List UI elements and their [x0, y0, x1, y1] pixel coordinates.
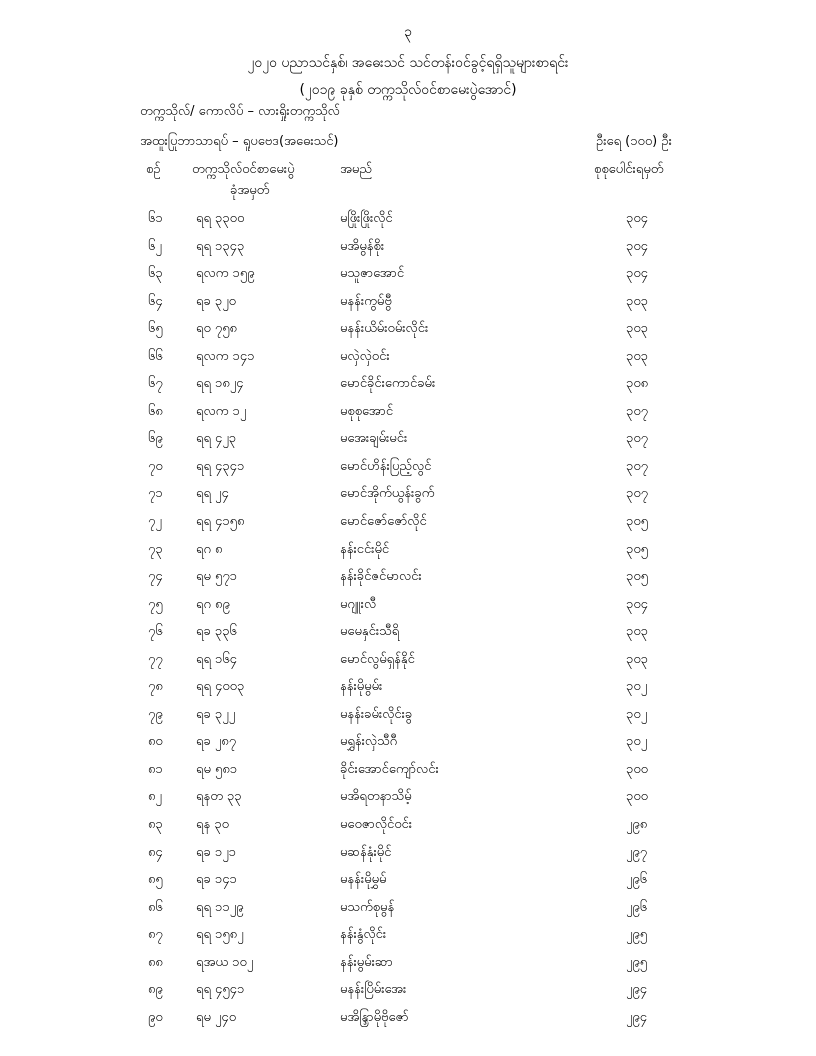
row-number: ၈၄	[148, 844, 163, 860]
table-row	[0, 541, 816, 569]
row-number: ၈၉	[148, 982, 163, 998]
roll-number: ရရ ၄၅၄၁	[196, 982, 245, 998]
row-number: ၇၉	[148, 706, 163, 722]
total-mark: ၃၀၄	[626, 211, 648, 226]
table-row	[0, 899, 816, 927]
total-mark: ၂၉၈	[626, 817, 648, 833]
row-number: ၇၈	[148, 679, 163, 695]
student-name: မလှဲလှဲဝင်း	[340, 348, 390, 364]
total-mark: ၂၉၆	[626, 872, 648, 888]
student-name: မရွှန်းလှဲသီဂီ	[340, 734, 398, 750]
roll-number: ရမ ၅၇၁	[196, 569, 237, 585]
row-number: ၇၄	[148, 569, 163, 585]
total-mark: ၃၀၃	[626, 348, 648, 364]
table-row	[0, 981, 816, 1009]
student-name: မောင်ဇော်ဇော်လိုင်	[340, 514, 427, 530]
row-number: ၇၇	[148, 651, 163, 667]
roll-number: ရခ ၁၄၁	[196, 872, 237, 888]
total-mark: ၃၀၄	[626, 596, 648, 612]
roll-number: ရလက ၁၅၉	[196, 266, 255, 282]
student-name: မနန်းပြိမ်းအေး	[340, 982, 407, 998]
table-row	[0, 210, 816, 238]
row-number: ၈၈	[148, 954, 163, 970]
student-name: မသူဇာအောင်	[340, 266, 405, 282]
roll-number: ရရ ၁၁၂၉	[196, 899, 244, 915]
row-number: ၆၆	[148, 348, 163, 364]
table-row	[0, 844, 816, 872]
student-name: မောင်ခိုင်းကောင်ခမ်း	[340, 376, 436, 392]
column-header-roll: တက္ကသိုလ်ဝင်စာမေးပွဲ	[192, 162, 295, 177]
total-mark: ၃၀၄	[626, 238, 648, 254]
row-number: ၈၂	[148, 789, 162, 805]
roll-number: ရရ ၃၃၀၀	[196, 211, 245, 226]
roll-number: ရခ ၃၂၀	[196, 293, 236, 309]
student-name: မအိရတနာသိမ့်	[340, 789, 412, 805]
row-number: ၈၁	[148, 761, 163, 777]
student-name: မနန်းယိမ်းဝမ်းလိုင်း	[340, 321, 429, 337]
total-mark: ၂၉၅	[626, 927, 648, 943]
row-number: ၇၂	[148, 514, 162, 530]
student-name: နန်းမွမ်းဆာ	[340, 954, 393, 970]
total-mark: ၃၀၃	[626, 321, 648, 337]
total-mark: ၃၀၂	[626, 706, 648, 722]
table-row	[0, 1009, 816, 1037]
total-mark: ၃၀၃	[626, 651, 648, 667]
roll-number: ရမ ၅၈၁	[196, 761, 238, 777]
student-name: မဂျူးလီ	[340, 596, 377, 612]
table-row	[0, 430, 816, 458]
table-row	[0, 926, 816, 954]
roll-number: ရမ ၂၄၀	[196, 1009, 237, 1025]
table-row	[0, 458, 816, 486]
row-number: ၆၃	[148, 266, 163, 282]
total-mark: ၃၀၂	[626, 734, 648, 750]
student-name: မဝေဇာလိုင်ဝင်း	[340, 817, 413, 833]
student-name: မောင်လွမ်ရှန်နိုင်	[340, 651, 415, 667]
student-name: မောင်ဟိန်းပြည့်လွင်	[340, 458, 432, 474]
table-row	[0, 788, 816, 816]
total-mark: ၃၀၀	[626, 789, 648, 805]
student-name: မအိမွန်စိုး	[340, 238, 385, 254]
total-mark: ၃၀၇	[626, 431, 648, 447]
total-mark: ၃၀၂	[626, 679, 648, 695]
row-number: ၆၇	[148, 376, 163, 392]
row-number: ၉၀	[148, 1009, 163, 1025]
total-mark: ၃၀၇	[626, 486, 648, 502]
student-name: မအိန္ဒြာမိုဗိုဇော်	[340, 1009, 409, 1025]
row-number: ၆၄	[148, 293, 163, 309]
table-row	[0, 348, 816, 376]
column-header-roll-line2: ခုံအမှတ်	[230, 183, 270, 198]
roll-number: ရရ ၄၀၀၃	[196, 679, 245, 695]
student-name: နန်းခိုင်ဇင်မာလင်း	[340, 569, 422, 585]
student-name: မနန်းမိုမွှမ်	[340, 872, 387, 888]
total-mark: ၂၉၇	[626, 844, 648, 860]
total-mark: ၃၀၃	[626, 624, 648, 640]
student-name: မသက်စုမွန်	[340, 899, 395, 915]
total-mark: ၃၀၃	[626, 293, 648, 309]
total-mark: ၃၀၈	[626, 376, 649, 392]
row-number: ၆၉	[148, 431, 163, 447]
total-mark: ၂၉၄	[626, 1009, 648, 1025]
student-name: မနန်းကွမ်ဗွီ	[340, 293, 392, 309]
roll-number: ရခ ၂၈၇	[196, 734, 237, 750]
student-name: မအေးချမ်းမင်း	[340, 431, 408, 447]
roll-number: ရဂ ၈၉	[196, 596, 230, 612]
student-name: ခိုင်းအောင်ကျော်လင်း	[340, 761, 439, 777]
table-row	[0, 403, 816, 431]
roll-number: ရခ ၃၃၆	[196, 624, 237, 640]
student-name: မစုစုအောင်	[340, 403, 394, 419]
university-line: တက္ကသိုလ်/ ကောလိပ် – လားရှိုးတက္ကသိုလ်	[140, 104, 340, 119]
row-number: ၆၁	[148, 211, 163, 226]
row-number: ၈၇	[148, 927, 163, 943]
roll-number: ရအယ ၁၀၂	[196, 954, 254, 970]
row-number: ၆၈	[148, 403, 163, 419]
roll-number: ရဝ ၇၅၈	[196, 321, 237, 337]
total-mark: ၃၀၇	[626, 458, 648, 474]
student-name: မဆန်နုံးမိုင်	[340, 844, 392, 860]
student-name: မောင်အိုက်ယွန်းခွက်	[340, 486, 435, 502]
table-row	[0, 761, 816, 789]
row-number: ၈၆	[148, 899, 163, 915]
roll-number: ရန ၃၀	[196, 817, 229, 833]
table-row	[0, 871, 816, 899]
row-number: ၇၃	[148, 541, 163, 557]
row-number: ၇၀	[148, 458, 163, 474]
student-name: နန်းနွံလိုင်း	[340, 927, 387, 943]
roll-number: ရခ ၁၂၁	[196, 844, 236, 860]
student-name: မမေနှင်းသီရိ	[340, 624, 400, 640]
table-row	[0, 320, 816, 348]
roll-number: ရဂ ၈	[196, 541, 223, 557]
row-number: ၈၃	[148, 817, 163, 833]
table-row	[0, 733, 816, 761]
row-number: ၇၅	[148, 596, 163, 612]
total-mark: ၂၉၅	[626, 954, 648, 970]
total-mark: ၃၀၇	[626, 403, 648, 419]
table-row	[0, 596, 816, 624]
student-name: နန်းမိုမွမ်း	[340, 679, 383, 695]
total-mark: ၃၀၄	[626, 266, 648, 282]
table-row	[0, 293, 816, 321]
total-mark: ၂၉၄	[626, 982, 648, 998]
table-row	[0, 265, 816, 293]
column-header-name: အမည်	[340, 162, 372, 177]
roll-number: ရရ ၁၃၄၃	[196, 238, 245, 254]
row-number: ၇၆	[148, 624, 163, 640]
student-name: မဖြိုးဖြိုးလိုင်	[340, 211, 393, 226]
row-number: ၇၁	[148, 486, 163, 502]
table-row	[0, 238, 816, 266]
table-row	[0, 954, 816, 982]
roll-number: ရလက ၁၂	[196, 403, 247, 419]
table-row	[0, 706, 816, 734]
student-list	[0, 210, 816, 1036]
roll-number: ရရ ၄၂၃	[196, 431, 237, 447]
table-row	[0, 513, 816, 541]
table-row	[0, 623, 816, 651]
roll-number: ရနတ ၃၃	[196, 789, 242, 805]
row-number: ၆၂	[148, 238, 162, 254]
table-row	[0, 651, 816, 679]
column-header-no: စဉ်	[146, 162, 161, 177]
table-row	[0, 485, 816, 513]
document-title: ၂၀၂၀ ပညာသင်နှစ်၊ အဓေးသင် သင်တန်းဝင်ခွင့်ရရှိသူများစာရင်း	[247, 55, 569, 71]
row-number: ၆၅	[148, 321, 163, 337]
student-name: နန်းငင်းမိုင်	[340, 541, 390, 557]
column-header-total: စုစုပေါင်းရမှတ်	[594, 162, 664, 177]
roll-number: ရရ ၂၄	[196, 486, 229, 502]
document-subtitle: (၂၀၁၉ ခုနှစ် တက္ကသိုလ်ဝင်စာမေးပွဲအောင်)	[299, 82, 517, 98]
total-mark: ၃၀၀	[626, 761, 648, 777]
roll-number: ရရ ၄၃၄၁	[196, 458, 245, 474]
roll-number: ရရ ၁၈၂၄	[196, 376, 244, 392]
table-row	[0, 375, 816, 403]
roll-number: ရရ ၁၆၄	[196, 651, 237, 667]
student-name: မနန်းခမ်းလိုင်းခွ	[340, 706, 413, 722]
row-number: ၈၀	[148, 734, 163, 750]
table-row	[0, 816, 816, 844]
students-count: ဦးရေ (၁၀၀) ဦး	[596, 134, 672, 149]
total-mark: ၃၀၅	[626, 541, 648, 557]
total-mark: ၂၉၆	[626, 899, 648, 915]
roll-number: ရလက ၁၄၁	[196, 348, 255, 364]
page-number: ၃	[404, 24, 412, 40]
subject-line: အထူးပြုဘာသာရပ် – ရူပဗေဒ(အဓေးသင်)	[140, 134, 339, 149]
roll-number: ရရ ၁၅၈၂	[196, 927, 244, 943]
roll-number: ရခ ၃၂၂	[196, 706, 235, 722]
table-row	[0, 678, 816, 706]
row-number: ၈၅	[148, 872, 163, 888]
roll-number: ရရ ၄၁၅၈	[196, 514, 245, 530]
total-mark: ၃၀၅	[626, 569, 648, 585]
table-row	[0, 568, 816, 596]
total-mark: ၃၀၅	[626, 514, 648, 530]
